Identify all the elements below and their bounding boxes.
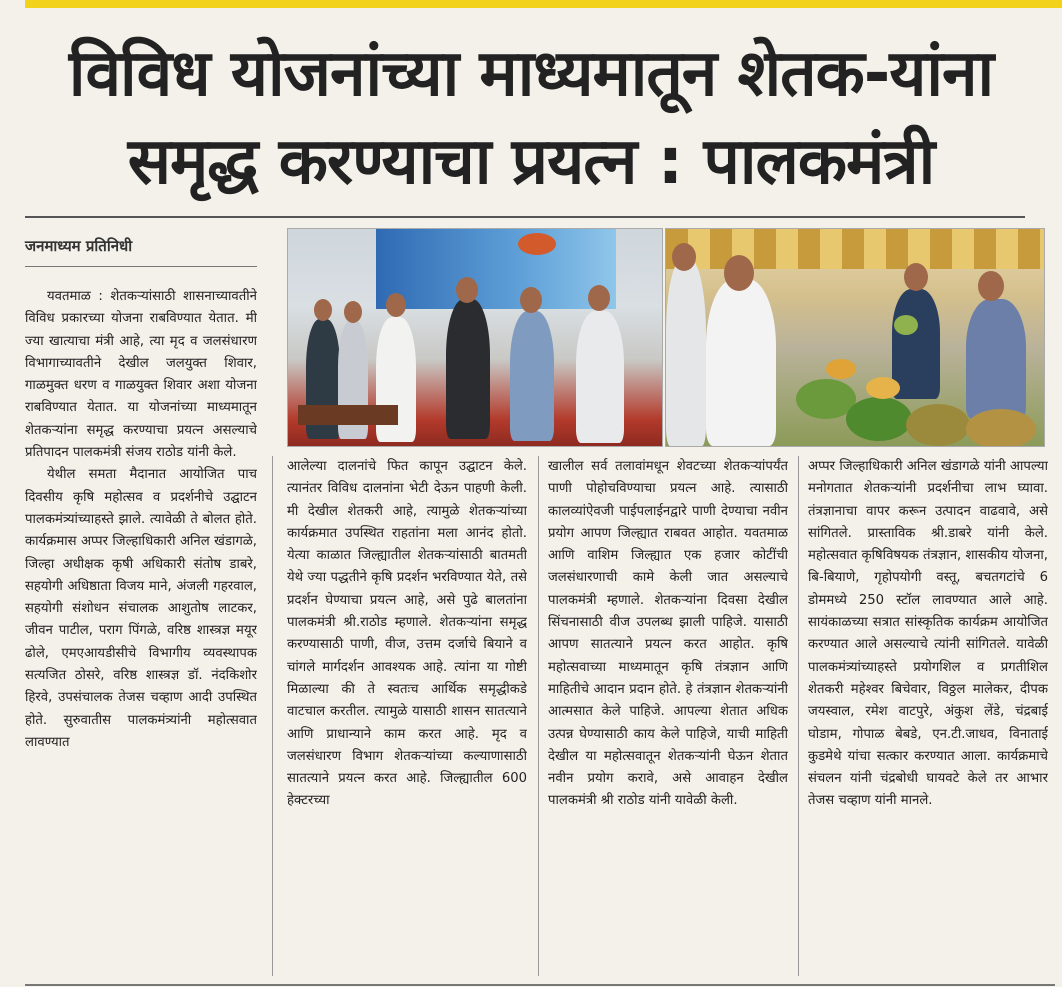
headline-line-1: विविध योजनांच्या माध्यमातून शेतक-यांना <box>68 37 994 111</box>
award-ceremony-photo <box>287 228 663 447</box>
headline <box>0 30 1062 206</box>
stall-awning <box>666 229 1044 269</box>
headline-line-2: समृद्ध करण्याचा प्रयत्न : पालकमंत्री <box>127 125 935 199</box>
article-column-3 <box>548 456 788 976</box>
banner-logo-icon <box>518 233 556 255</box>
article-paragraph: येथील समता मैदानात आयोजित पाच दिवसीय कृषि महोत्सव व प्रदर्शनीचे उद्घाटन पालकमंत्र्यांच्याहस्ते झाले. त्यावेळी ते बोलत होते. कार्यक्रमास अप्पर जिल्हाधिकारी अनिल खंडागळे, जिल्हा अधीक्षक कृषी अधिकारी संतोष डाबरे, सहयोगी अधिष्ठाता विजय माने, अंजली गहरवाल, सहयोगी संशोधन संचालक आशुतोष लाटकर, जीवन पाटील, पराग पिंगळे, वरिष्ठ शास्त्रज्ञ मयूर ढोले, एमएआयडीसीचे विभागीय व्यवस्थापक सत्यजित ठोसरे, वरिष्ठ शास्त्रज्ञ डॉ. नंदकिशोर हिरवे, उपसंचालक तेजस चव्हाण आदी उपस्थित होते. सुरुवातीस पालकमंत्र्यांनी महोत्सवात लावण्यात <box>25 467 257 750</box>
bottom-rule <box>25 984 1055 986</box>
article-column-2 <box>287 456 527 976</box>
top-accent-bar <box>25 0 1062 8</box>
article-paragraph: यवतमाळ : शेतकऱ्यांसाठी शासनाच्यावतीने विविध प्रकारच्या योजना राबविण्यात येतात. मी ज्या खात्याचा मंत्री आहे, त्या मृद व जलसंधारण विभागाच्यावतीने देखील जलयुक्त शिवार, गाळमुक्त धरण व गाळयुक्त शिवार अशा योजना राबविण्यात येतात. या योजनांच्या माध्यमातून शेतकऱ्यांना समृद्ध करण्याचा प्रयत्न असल्याचे प्रतिपादन पालकमंत्री संजय राठोड यांनी केले. <box>25 289 257 461</box>
article-column-4 <box>808 456 1048 976</box>
mango-stall-visit-photo <box>665 228 1045 447</box>
headline-divider <box>25 216 1025 218</box>
column-divider <box>538 456 539 976</box>
byline-divider <box>25 266 257 267</box>
column-divider <box>272 456 273 976</box>
byline: जनमाध्यम प्रतिनिधी <box>25 237 133 255</box>
article-column-1 <box>25 286 257 976</box>
article-paragraph: अप्पर जिल्हाधिकारी अनिल खंडागळे यांनी आपल्या मनोगतात शेतकऱ्यांनी प्रदर्शनीचा लाभ घ्यावा. तंत्रज्ञानाचा वापर करून उत्पादन वाढवावे, असे सांगितले. प्रास्ताविक श्री.डाबरे यांनी केले. महोत्सवात कृषिविषयक तंत्रज्ञान, शासकीय योजना, बि-बियाणे, गृहोपयोगी वस्तू, बचतगटांचे 6 डोममध्ये 250 स्टॉल लावण्यात आले आहे. सायंकाळच्या सत्रात सांस्कृतिक कार्यक्रम आयोजित करण्यात आले असल्याचे त्यांनी सांगितले. यावेळी पालकमंत्र्यांच्याहस्ते प्रयोगशिल व प्रगतीशिल शेतकरी महेश्वर बिचेवार, विठ्ठल मालेकर, दीपक जयस्वाल, रमेश वाटपुरे, अंकुश लेंडे, चंद्रबाई घोडाम, गोपाळ बेबडे, एन.टी.जाधव, विनाताई कुडमेथे यांचा सत्कार करण्यात आला. कार्यक्रमाचे संचलन यांनी चंद्रबोधी घायवटे केले तर आभार तेजस चव्हाण यांनी मानले. <box>808 459 1048 809</box>
column-divider <box>798 456 799 976</box>
stage-banner <box>376 229 616 309</box>
article-paragraph: खालील सर्व तलावांमधून शेवटच्या शेतकऱ्यांपर्यंत पाणी पोहोचविण्याचा प्रयत्न आहे. त्यासाठी कालव्यांऐवजी पाईपलाईनद्वारे पाणी देण्याचा नवीन प्रयोग आपण जिल्ह्यात राबवत आहोत. यवतमाळ आणि वाशिम जिल्ह्यात एक हजार कोटींची जलसंधारणाची कामे केली जात असल्याचे पालकमंत्री म्हणाले. शेतकऱ्यांना दिवसा देखील सिंचनासाठी वीज उपलब्ध झाली पाहिजे. यासाठी आपण सातत्याने प्रयत्न करत आहोत. कृषि महोत्सवाच्या माध्यमातून कृषि तंत्रज्ञान आणि माहितीचे आदान प्रदान होते. हे तंत्रज्ञान शेतकऱ्यांनी आत्मसात केले पाहिजे. आपल्या शेतात अधिक उत्पन्न घेण्यासाठी काय केले पाहिजे, याची माहिती देखील या महोत्सवातून शेतकऱ्यांनी घेऊन शेतात नवीन प्रयोग करावे, असे आवाहन देखील पालकमंत्री श्री राठोड यांनी यावेळी केली. <box>548 459 788 809</box>
article-paragraph: आलेल्या दालनांचे फित कापून उद्घाटन केले. त्यानंतर विविध दालनांना भेटी देऊन पाहणी केली. मी देखील शेतकरी आहे, त्यामुळे शेतकऱ्यांच्या कार्यक्रमात उपस्थित राहतांना मला आनंद होतो. येत्या काळात जिल्ह्यातील शेतकऱ्यांसाठी बातमती येथे ज्या पद्धतीने कृषि प्रदर्शन भरविण्यात येते, तसे प्रदर्शन घेण्याचा प्रयत्न आहे, असे पुढे बालतांना पालकमंत्री श्री.राठोड म्हणाले. शेतकऱ्यांना समृद्ध करण्यासाठी पाणी, वीज, उत्तम दर्जाचे बियाने व चांगले मार्गदर्शन आवश्यक आहे. त्यांना या गोष्टी मिळाल्या की ते स्वतःच आर्थिक समृद्धीकडे वाटचाल करतील. त्यामुळे यासाठी शासन सातत्याने आणि प्राधान्याने काम करत आहे. मृद व जलसंधारण विभाग शेतकऱ्यांच्या कल्याणासाठी सातत्याने प्रयत्न करत आहे. जिल्ह्यातील 600 हेक्टरच्या <box>287 459 527 809</box>
